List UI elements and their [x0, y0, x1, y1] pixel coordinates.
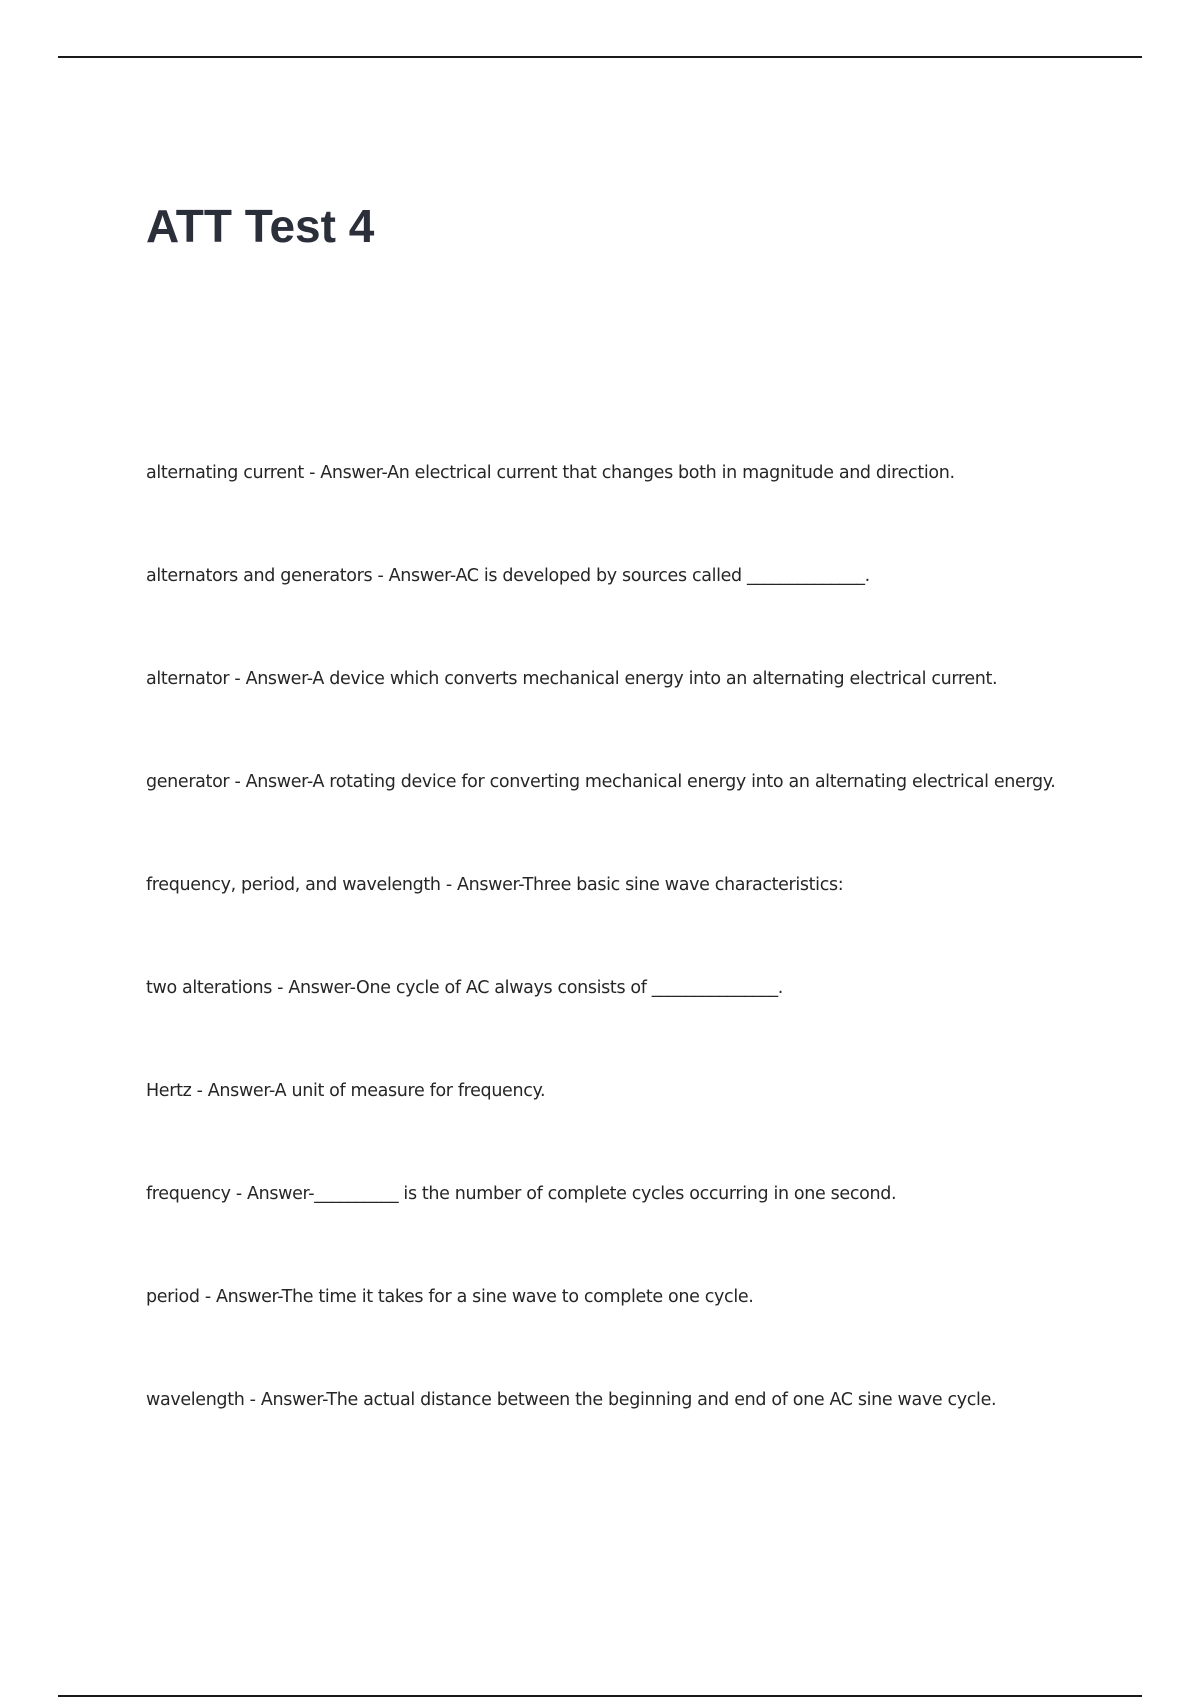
bottom-divider — [58, 1695, 1142, 1697]
flashcard-entry: alternators and generators - Answer-AC is developed by sources called ______________. — [146, 566, 870, 586]
flashcard-entry: two alterations - Answer-One cycle of AC always consists of _______________. — [146, 978, 784, 998]
top-divider — [58, 56, 1142, 58]
flashcard-list — [146, 458, 1066, 1488]
flashcard-entry: generator - Answer-A rotating device for converting mechanical energy into an alternating electrical energy. — [146, 772, 1056, 792]
flashcard-entry: period - Answer-The time it takes for a sine wave to complete one cycle. — [146, 1287, 754, 1307]
flashcard-entry: Hertz - Answer-A unit of measure for frequency. — [146, 1081, 546, 1101]
flashcard-entry: wavelength - Answer-The actual distance between the beginning and end of one AC sine wave cycle. — [146, 1390, 997, 1410]
flashcard-entry: alternating current - Answer-An electrical current that changes both in magnitude and direction. — [146, 463, 955, 483]
flashcard-entry: alternator - Answer-A device which converts mechanical energy into an alternating electrical current. — [146, 669, 998, 689]
flashcard-entry: frequency, period, and wavelength - Answer-Three basic sine wave characteristics: — [146, 875, 844, 895]
flashcard-entry: frequency - Answer-__________ is the number of complete cycles occurring in one second. — [146, 1184, 897, 1204]
document-title: ATT Test 4 — [146, 200, 375, 252]
